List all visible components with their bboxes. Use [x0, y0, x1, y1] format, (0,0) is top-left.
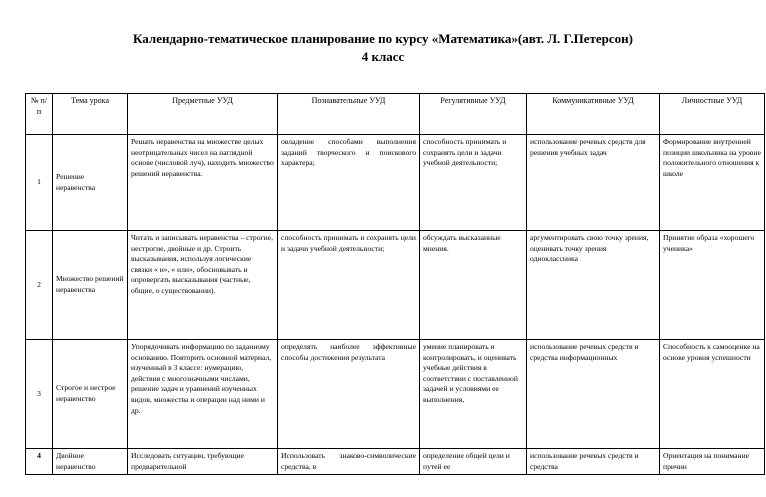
row-number: 3 [26, 340, 53, 449]
row-regulatory: умение планировать и контролировать, и оценивать учебные действия в соответствии с поставленной задачей и условиями ее выполнения, [420, 340, 527, 449]
row-cognitive: овладение способами выполнения заданий творческого и поискового характера; [278, 135, 420, 231]
row-topic: Строгое и нестрое неравенство [53, 340, 128, 449]
row-subject: Читать и записывать неравенства – строгие, нестрогие, двойные и др. Строить высказывания, используя логические связки « и», « или», обосновывать и опровергать высказывания (частные, общие, о существовании). [128, 231, 278, 340]
header-regulatory: Регулятивные УУД [420, 94, 527, 135]
row-personal: Способность к самооценке на основе уровня успешности [660, 340, 765, 449]
header-cognitive: Познавательные УУД [278, 94, 420, 135]
row-regulatory: способность принимать и сохранять цели и задачи учебной деятельности; [420, 135, 527, 231]
row-regulatory: определение общей цели и путей ее [420, 449, 527, 475]
header-number: № п/п [26, 94, 53, 135]
row-topic: Решение неравенства [53, 135, 128, 231]
header-topic: Тема урока [53, 94, 128, 135]
row-communicative: использование речевых средств и средства [527, 449, 660, 475]
row-cognitive: Использовать знаково-символические средства, в [278, 449, 420, 475]
table-row [26, 449, 765, 475]
row-communicative: аргументировать свою точку зрения, оценивать точку зрения одноклассника [527, 231, 660, 340]
row-personal: Формирование внутренней позиции школьника на уровне положительного отношения к школе [660, 135, 765, 231]
table-row [26, 231, 765, 340]
row-subject: Решать неравенства на множестве целых неотрицательных чисел на наглядной основе (числовой луч), находить множество решений неравенства. [128, 135, 278, 231]
row-number: 1 [26, 135, 53, 231]
header-personal: Личностные УУД [660, 94, 765, 135]
table-row [26, 135, 765, 231]
header-communicative: Коммуникативные УУД [527, 94, 660, 135]
table-header-row [26, 94, 765, 135]
document-title: Календарно-тематическое планирование по курсу «Математика»(авт. Л. Г.Петерсон) [133, 31, 633, 46]
table-row [26, 340, 765, 449]
row-cognitive: способность принимать и сохранять цели и задачи учебной деятельности; [278, 231, 420, 340]
row-number: 2 [26, 231, 53, 340]
row-topic: Множество решений неравенства [53, 231, 128, 340]
planning-table [25, 93, 765, 475]
row-communicative: использование речевых средств для решения учебных задач [527, 135, 660, 231]
row-communicative: использование речевых средств и средства информационных [527, 340, 660, 449]
row-subject: Исследовать ситуации, требующие предварительной [128, 449, 278, 475]
row-topic: Двойное неравенство [53, 449, 128, 475]
row-personal: Ориентация на понимание причин [660, 449, 765, 475]
row-personal: Принятие образа «хорошего ученика» [660, 231, 765, 340]
row-regulatory: обсуждать высказанные мнения. [420, 231, 527, 340]
document-grade: 4 класс [361, 49, 405, 64]
row-cognitive: определять наиболее эффективные способы достижения результата [278, 340, 420, 449]
header-subject: Предметные УУД [128, 94, 278, 135]
row-subject: Упорядочивать информацию по заданному основанию. Повторить основной материал, изученный в 3 классе: нумерацию, действия с многозначными числами, решение задач и уравнений изученных видов, множества и операции над ними и др. [128, 340, 278, 449]
row-number: 4 [26, 449, 53, 475]
